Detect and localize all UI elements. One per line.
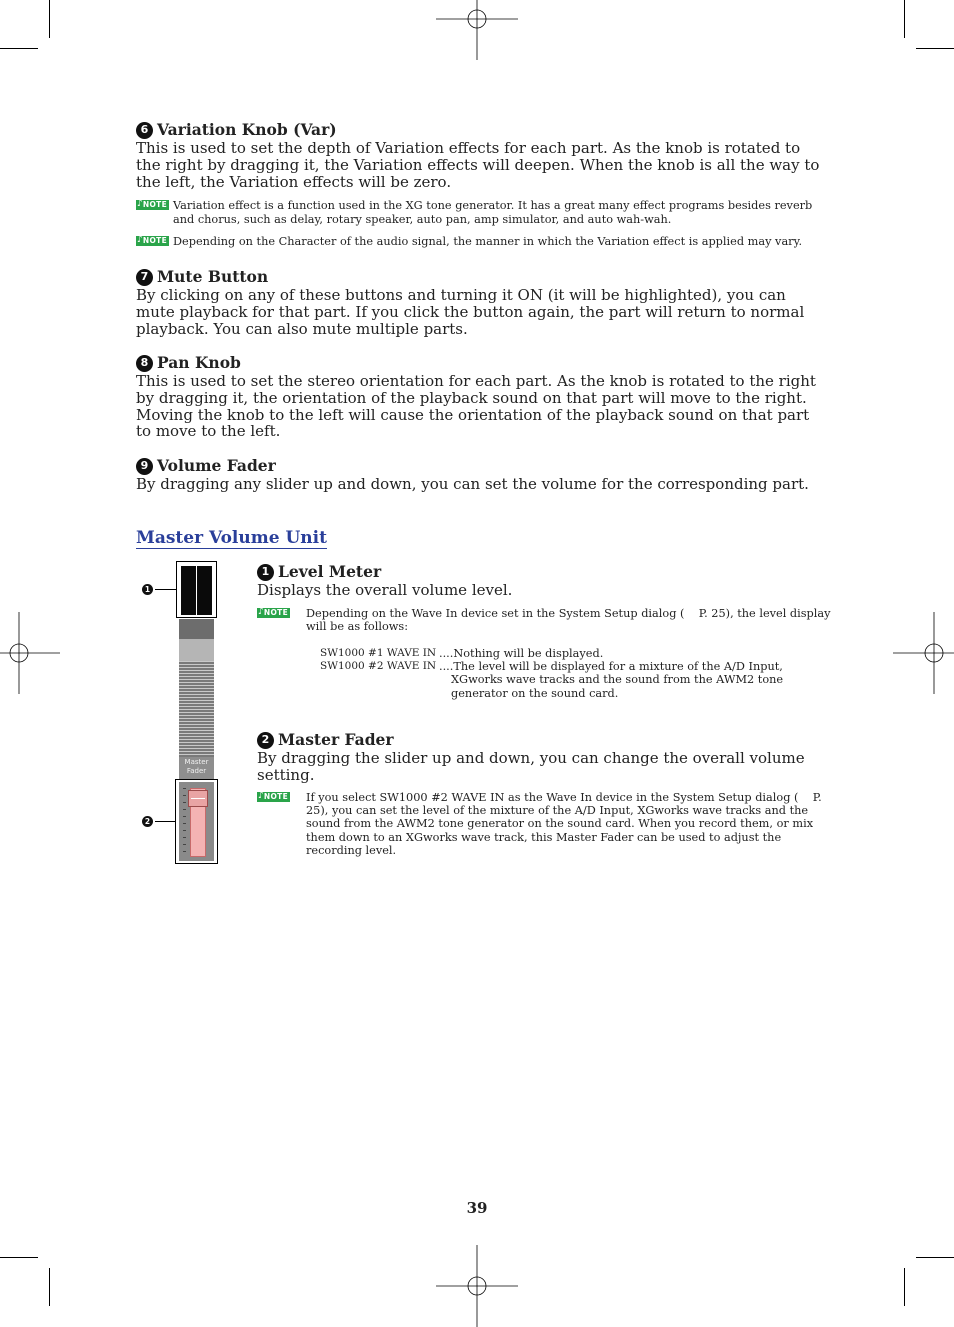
callout-1: 1 bbox=[142, 584, 153, 595]
section-pan-knob bbox=[136, 354, 826, 440]
list-text: ....Nothing will be displayed. bbox=[439, 646, 604, 660]
master-fader-label-line2: Fader bbox=[186, 767, 207, 775]
note-text: Variation effect is a function used in the XG tone generator. It has a great many effect programs besides reverb and chorus, such as delay, rotary speaker, auto pan, amp simulator, and auto wah-wah. bbox=[173, 199, 813, 226]
registration-mark-right bbox=[893, 612, 954, 694]
wave-in-list bbox=[257, 647, 832, 701]
section-heading bbox=[257, 731, 832, 749]
trim-mark bbox=[904, 1268, 905, 1306]
section-title: Mute Button bbox=[157, 267, 269, 286]
note-badge: ♪ NOTE bbox=[136, 236, 169, 246]
master-fader-graphic bbox=[175, 779, 218, 864]
section-number: 6 bbox=[136, 122, 153, 139]
section-volume-fader bbox=[136, 457, 826, 493]
note bbox=[257, 791, 832, 858]
section-body: Displays the overall volume level. bbox=[257, 581, 513, 599]
meter-bar-left bbox=[181, 566, 196, 615]
level-meter-graphic bbox=[176, 561, 217, 618]
trim-mark bbox=[0, 48, 38, 49]
note-text: If you select SW1000 #2 WAVE IN as the Wave In device in the System Setup dialog ( P. 25), you can set the level of the mixture of the A/D Input, XGworks wave tracks and the sound from the AWM2 tone generator on the sound card. When you record them, or mix them down to an XGworks wave track, this Master Fader can be used to adjust the recording level. bbox=[306, 790, 822, 858]
section-heading bbox=[136, 457, 826, 475]
section-body: By dragging the slider up and down, you can change the overall volume setting. bbox=[257, 749, 805, 784]
master-volume-unit-title: Master Volume Unit bbox=[136, 528, 327, 548]
registration-mark-bottom bbox=[436, 1245, 518, 1327]
list-item bbox=[320, 660, 832, 700]
section-body: By dragging any slider up and down, you can set the volume for the corresponding part. bbox=[136, 475, 809, 493]
section-title: Pan Knob bbox=[157, 353, 241, 372]
note bbox=[136, 235, 826, 248]
note-text: Depending on the Wave In device set in the System Setup dialog ( P. 25), the level display will be as follows: bbox=[306, 606, 831, 634]
list-text: ....The level will be displayed for a mixture of the A/D Input, XGworks wave tracks and the sound from the AWM2 tone generator on the sound card. bbox=[439, 660, 784, 700]
strip-header bbox=[179, 619, 214, 639]
registration-mark-left bbox=[0, 612, 60, 694]
section-title: Master Fader bbox=[278, 730, 394, 749]
section-number: 9 bbox=[136, 458, 153, 475]
note-badge: ♪ NOTE bbox=[257, 792, 290, 802]
master-fader-label bbox=[179, 758, 214, 776]
master-fader-label-line1: Master bbox=[184, 758, 209, 766]
section-heading bbox=[136, 268, 826, 286]
fader-panel bbox=[179, 782, 214, 861]
section-number: 1 bbox=[257, 564, 274, 581]
section-mute-button bbox=[136, 268, 826, 337]
fader-scale bbox=[183, 788, 186, 857]
callout-2: 2 bbox=[142, 816, 153, 827]
master-strip bbox=[179, 619, 214, 779]
trim-mark bbox=[49, 0, 50, 38]
note bbox=[136, 199, 826, 226]
strip-texture bbox=[179, 661, 214, 757]
trim-mark bbox=[0, 1257, 38, 1258]
section-body: By clicking on any of these buttons and turning it ON (it will be highlighted), you can mute playback for that part. If you click the button again, the part will return to normal playback. You can also mute multiple parts. bbox=[136, 286, 805, 338]
section-heading bbox=[136, 354, 826, 372]
section-body: This is used to set the depth of Variation effects for each part. As the knob is rotated to the right by dragging it, the Variation effects will deepen. When the knob is all the way to the left, the Variation effects will be zero. bbox=[136, 139, 820, 191]
page-number: 39 bbox=[466, 1199, 488, 1217]
list-key: SW1000 #1 WAVE IN bbox=[320, 646, 437, 659]
registration-mark-top bbox=[436, 0, 518, 60]
note-badge: ♪ NOTE bbox=[136, 200, 169, 210]
callout-line bbox=[155, 589, 176, 590]
trim-mark bbox=[904, 0, 905, 38]
section-number: 8 bbox=[136, 355, 153, 372]
section-number: 7 bbox=[136, 269, 153, 286]
fader-knob[interactable] bbox=[188, 790, 208, 807]
list-item bbox=[320, 647, 832, 660]
section-master-fader bbox=[257, 731, 832, 858]
section-heading bbox=[257, 563, 832, 581]
section-level-meter bbox=[257, 563, 832, 700]
section-variation-knob bbox=[136, 121, 826, 249]
note-badge: ♪ NOTE bbox=[257, 608, 290, 618]
section-body: This is used to set the stereo orientation for each part. As the knob is rotated to the right by dragging it, the orientation of the playback sound on that part will move to the right. Moving the knob to the left will cause the orientation of the playback sound on that part to move to the left. bbox=[136, 372, 816, 441]
trim-mark bbox=[916, 48, 954, 49]
list-key: SW1000 #2 WAVE IN bbox=[320, 660, 437, 673]
trim-mark bbox=[49, 1268, 50, 1306]
section-number: 2 bbox=[257, 732, 274, 749]
callout-line bbox=[155, 821, 175, 822]
note-text: Depending on the Character of the audio signal, the manner in which the Variation effect is applied may vary. bbox=[173, 235, 803, 249]
section-heading bbox=[136, 121, 826, 139]
strip-highlight bbox=[179, 639, 214, 661]
meter-bar-right bbox=[197, 566, 212, 615]
trim-mark bbox=[916, 1257, 954, 1258]
section-title: Level Meter bbox=[278, 562, 382, 581]
section-title: Volume Fader bbox=[157, 456, 276, 475]
note bbox=[257, 607, 832, 634]
section-title: Variation Knob (Var) bbox=[157, 120, 337, 139]
